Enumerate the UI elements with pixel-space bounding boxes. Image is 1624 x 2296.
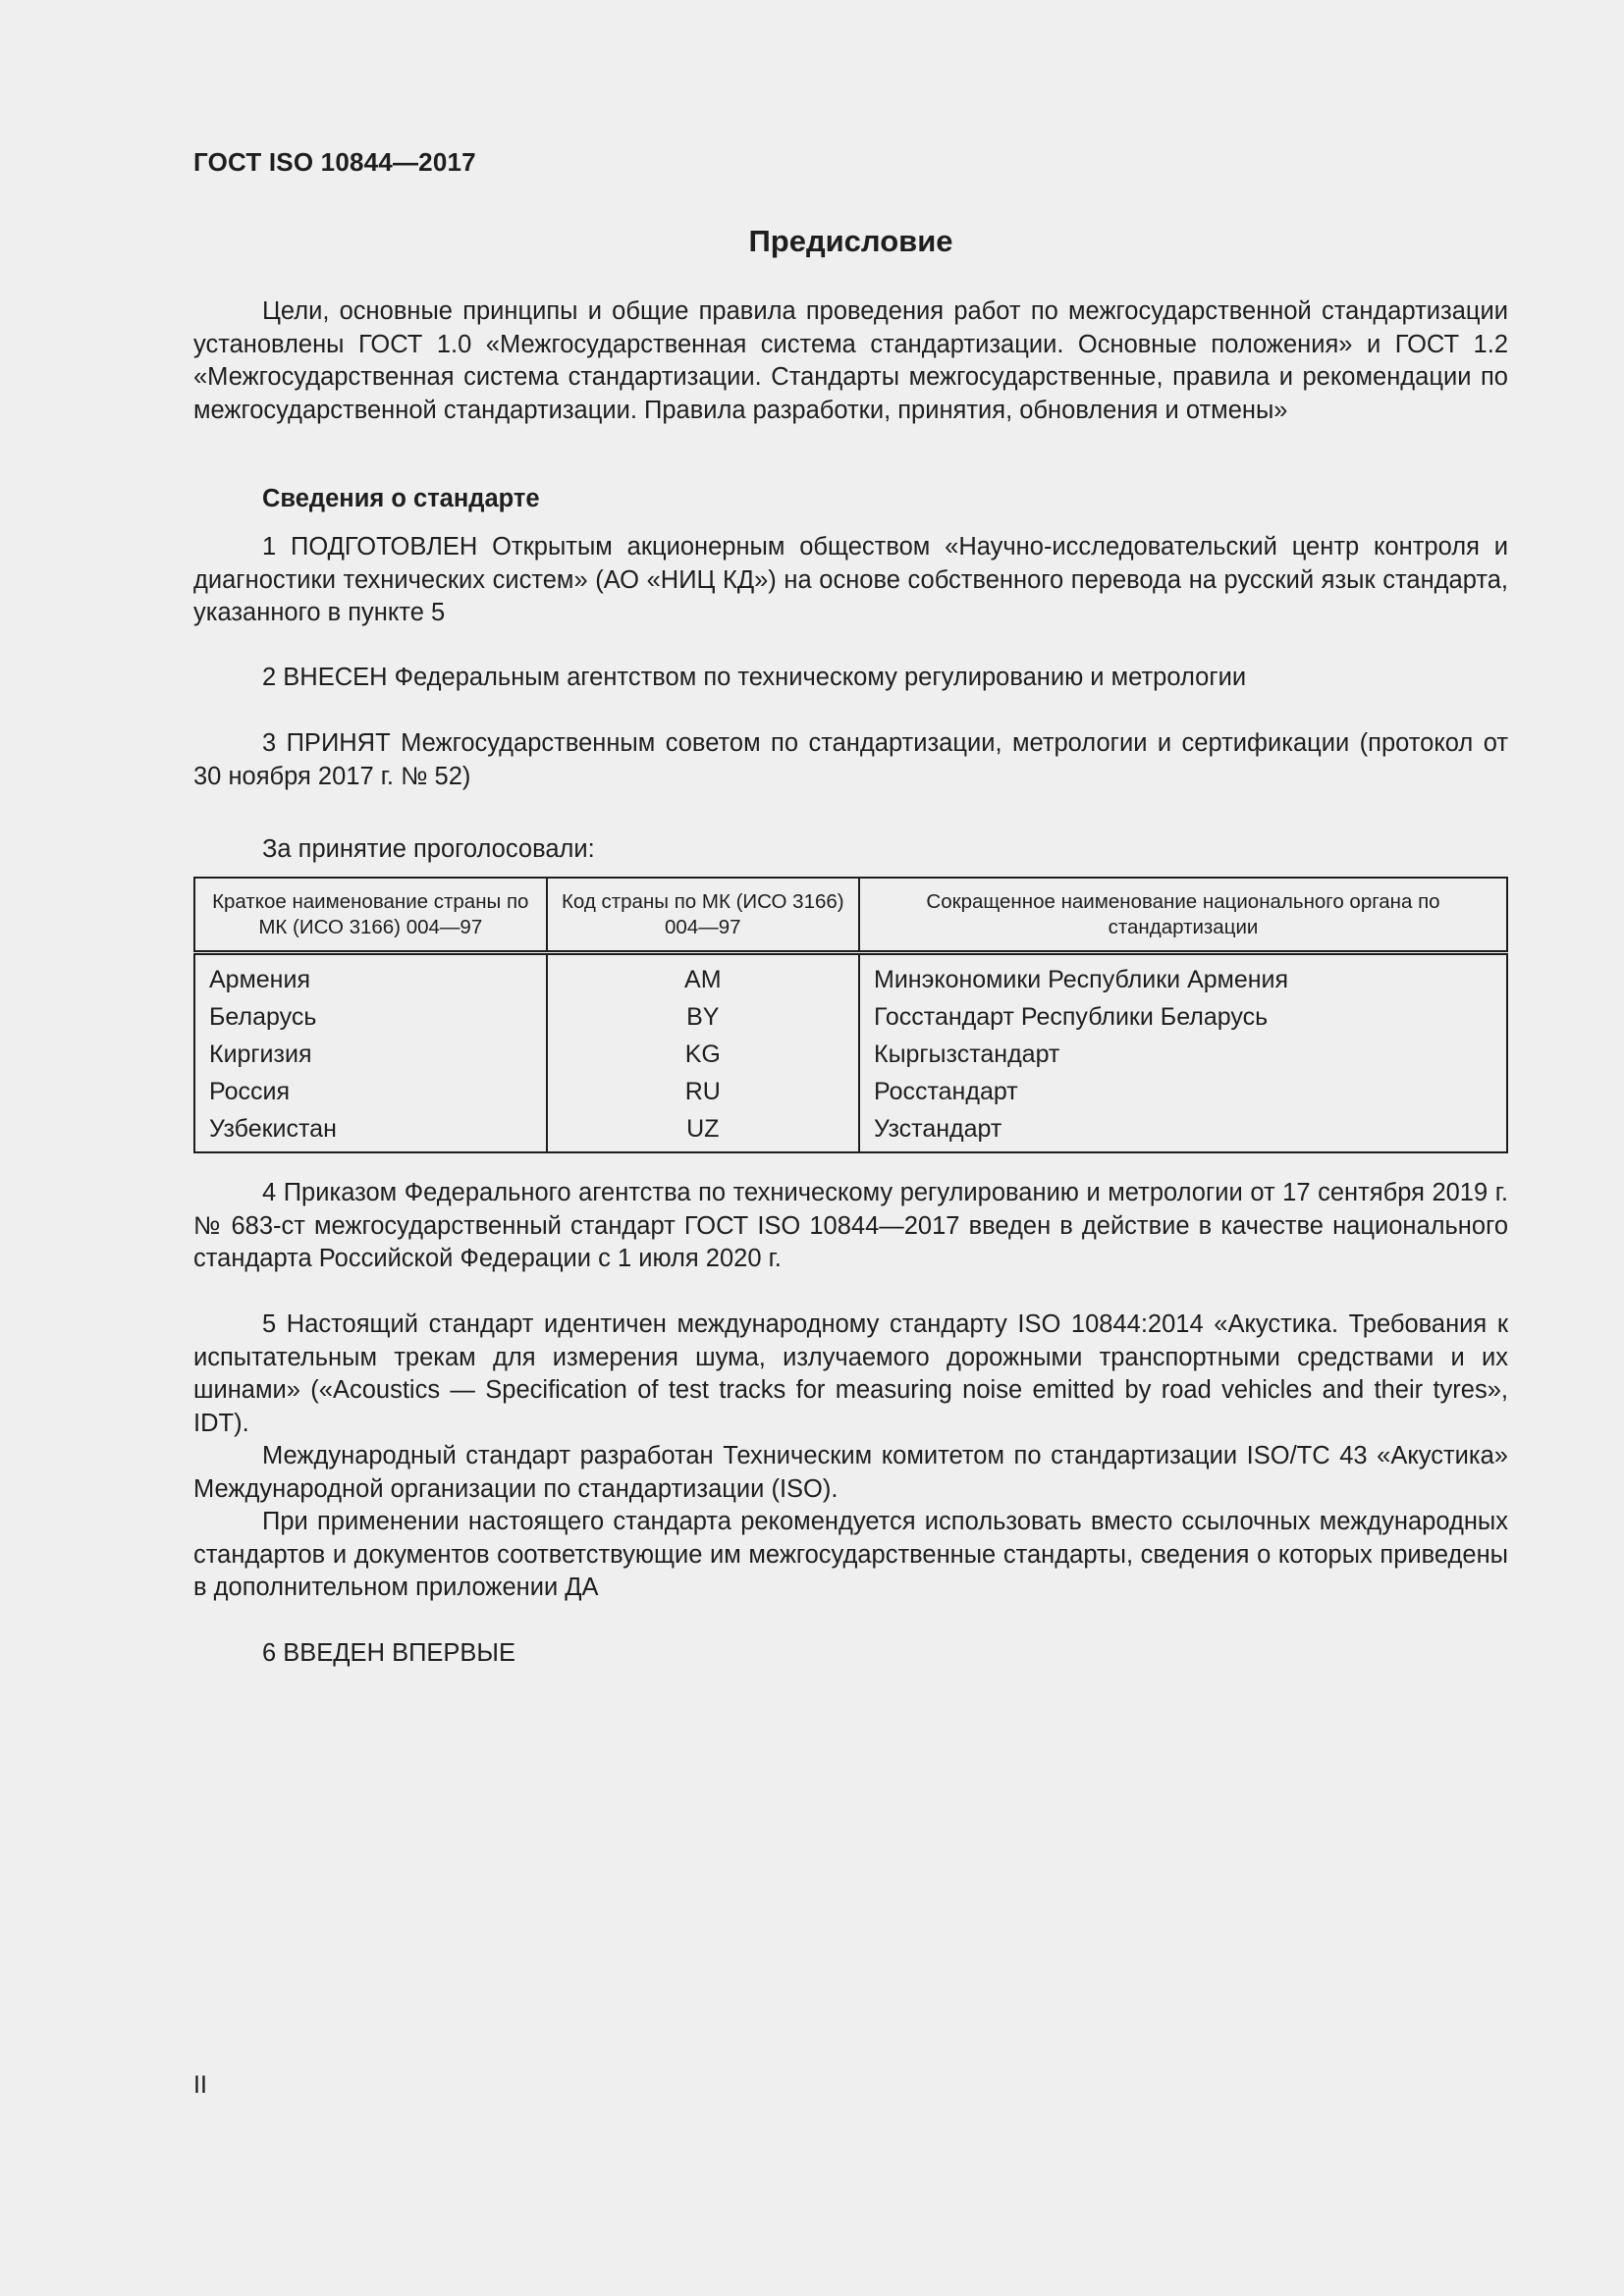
code-cell: RU: [547, 1073, 859, 1110]
item-5-paragraph-3: При применении настоящего стандарта рекомендуется использовать вместо ссылочных международных стандартов и документов соответствующие им межгосударственные стандарты, сведения о которых приведены в дополнительном приложении ДА: [193, 1508, 1508, 1601]
country-cell: Россия: [194, 1073, 547, 1110]
country-cell: Узбекистан: [194, 1110, 547, 1152]
header-country-code: Код страны по МК (ИСО 3166) 004—97: [547, 878, 859, 953]
body-cell: Минэкономики Республики Армения: [874, 966, 1289, 993]
item-5-paragraph: 5 Настоящий стандарт идентичен международному стандарту ISO 10844:2014 «Акустика. Требования к испытательным трекам для измерения шума, излучаемого дорожными транспортными средствами и их шинами» («Acoustics — Specification of test tracks for measuring noise emitted by road vehicles and their tyres», IDT).: [193, 1310, 1508, 1437]
item-3-paragraph: 3 ПРИНЯТ Межгосударственным советом по стандартизации, метрологии и сертификации (протокол от 30 ноября 2017 г. № 52): [193, 729, 1508, 790]
country-cell: Киргизия: [194, 1036, 547, 1073]
item-2-paragraph: 2 ВНЕСЕН Федеральным агентством по техническому регулированию и метрологии: [262, 664, 1247, 691]
body-cell: Кыргызстандарт: [874, 1041, 1060, 1068]
code-cell: BY: [547, 998, 859, 1036]
table-row: [194, 998, 1507, 1036]
body-cell: Узстандарт: [874, 1115, 1002, 1143]
intro-paragraph: Цели, основные принципы и общие правила проведения работ по межгосударственной стандартизации установлены ГОСТ 1.0 «Межгосударственная система стандартизации. Основные положения» и ГОСТ 1.2 «Межгосударственная система стандартизации. Стандарты межгосударственные, правила и рекомендации по межгосударственной стандартизации. Правила разработки, принятия, обновления и отмены»: [193, 297, 1508, 424]
item-4-paragraph: 4 Приказом Федерального агентства по техническому регулированию и метрологии от 17 сентября 2019 г. № 683-ст межгосударственный стандарт ГОСТ ISO 10844—2017 введен в действие в качестве национального стандарта Российской Федерации с 1 июля 2020 г.: [193, 1179, 1508, 1272]
code-cell: KG: [547, 1036, 859, 1073]
table-header-row: [194, 878, 1507, 953]
table-row: [194, 1036, 1507, 1073]
code-cell: AM: [547, 953, 859, 999]
body-cell: Росстандарт: [874, 1078, 1018, 1105]
page-number: II: [193, 2071, 207, 2099]
item-1-paragraph: 1 ПОДГОТОВЛЕН Открытым акционерным обществом «Научно-исследовательский центр контроля и диагностики технических систем» (АО «НИЦ КД») на основе собственного перевода на русский язык стандарта, указанного в пункте 5: [193, 533, 1508, 626]
header-standards-body: Сокращенное наименование национального органа по стандартизации: [859, 878, 1507, 953]
country-cell: Армения: [194, 953, 547, 999]
vote-intro: За принятие проголосовали:: [262, 835, 595, 863]
document-code-header: ГОСТ ISO 10844—2017: [193, 147, 476, 177]
code-cell: UZ: [547, 1110, 859, 1152]
table-row: [194, 1073, 1507, 1110]
document-page: [193, 0, 1508, 2296]
table-row: [194, 1110, 1507, 1152]
section-heading: Сведения о стандарте: [262, 485, 540, 512]
voting-table: [193, 877, 1508, 1153]
item-6-paragraph: 6 ВВЕДЕН ВПЕРВЫЕ: [262, 1639, 516, 1667]
item-5-paragraph-2: Международный стандарт разработан Техническим комитетом по стандартизации ISO/TC 43 «Акустика» Международной организации по стандартизации (ISO).: [193, 1442, 1508, 1503]
header-country-name: Краткое наименование страны по МК (ИСО 3166) 004—97: [194, 878, 547, 953]
body-cell: Госстандарт Республики Беларусь: [874, 1003, 1269, 1031]
country-cell: Беларусь: [194, 998, 547, 1036]
table-row: [194, 953, 1507, 999]
page-title: Предисловие: [748, 224, 953, 258]
